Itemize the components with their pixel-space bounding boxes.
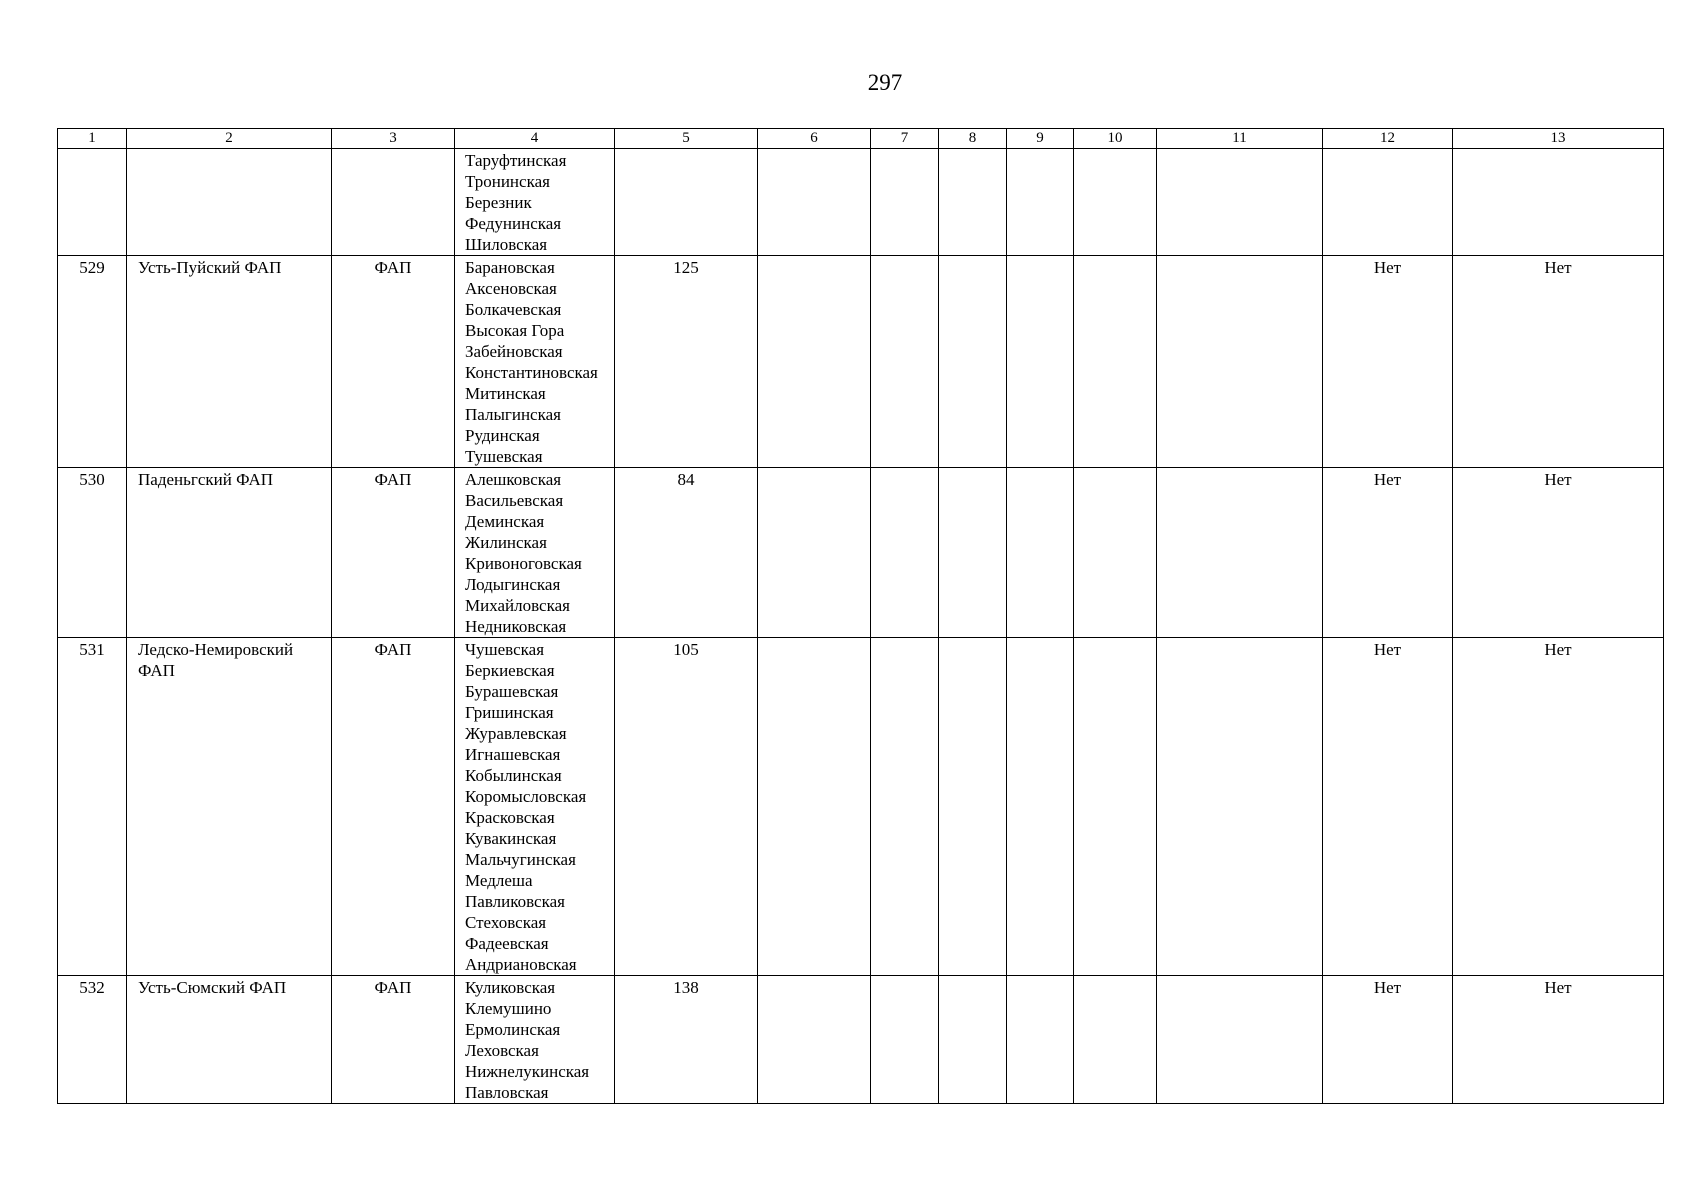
column-header: 2 xyxy=(127,129,332,149)
row-number-cell: 530 xyxy=(58,468,127,638)
facilities-table xyxy=(57,128,1664,1104)
villages-cell xyxy=(455,468,615,638)
col-9-cell xyxy=(1007,468,1074,638)
facility-name-cell: Усть-Пуйский ФАП xyxy=(127,256,332,468)
column-header: 10 xyxy=(1074,129,1157,149)
village-name: Болкачевская xyxy=(465,300,562,319)
facility-type-cell xyxy=(332,149,455,256)
villages-cell xyxy=(455,976,615,1104)
population-cell xyxy=(615,149,758,256)
village-name: Фадеевская xyxy=(465,934,549,953)
column-header: 4 xyxy=(455,129,615,149)
facility-name-cell: Усть-Сюмский ФАП xyxy=(127,976,332,1104)
column-header: 12 xyxy=(1323,129,1453,149)
villages-cell xyxy=(455,256,615,468)
facility-type-cell: ФАП xyxy=(332,976,455,1104)
village-name: Тушевская xyxy=(465,447,543,466)
column-header: 7 xyxy=(871,129,939,149)
col-9-cell xyxy=(1007,638,1074,976)
village-name: Игнашевская xyxy=(465,745,561,764)
col-10-cell xyxy=(1074,149,1157,256)
table-row xyxy=(58,256,1664,468)
facility-name-cell xyxy=(127,149,332,256)
facility-type-cell: ФАП xyxy=(332,256,455,468)
col-8-cell xyxy=(939,638,1007,976)
col-10-cell xyxy=(1074,976,1157,1104)
table-row xyxy=(58,468,1664,638)
village-name: Журавлевская xyxy=(465,724,567,743)
village-name: Андриановская xyxy=(465,955,577,974)
village-name: Бурашевская xyxy=(465,682,559,701)
col-8-cell xyxy=(939,149,1007,256)
village-name: Коромысловская xyxy=(465,787,587,806)
village-name: Высокая Гора xyxy=(465,321,565,340)
village-name: Беркиевская xyxy=(465,661,555,680)
col-12-cell: Нет xyxy=(1323,976,1453,1104)
village-name: Нижнелукинская xyxy=(465,1062,590,1081)
column-header: 11 xyxy=(1157,129,1323,149)
village-name: Клемушино xyxy=(465,999,552,1018)
village-name: Деминская xyxy=(465,512,545,531)
population-cell: 138 xyxy=(615,976,758,1104)
col-13-cell: Нет xyxy=(1453,468,1664,638)
col-7-cell xyxy=(871,256,939,468)
col-11-cell xyxy=(1157,256,1323,468)
col-8-cell xyxy=(939,468,1007,638)
row-number-cell: 531 xyxy=(58,638,127,976)
col-6-cell xyxy=(758,976,871,1104)
col-6-cell xyxy=(758,468,871,638)
population-cell: 125 xyxy=(615,256,758,468)
villages-cell xyxy=(455,149,615,256)
village-name: Кобылинская xyxy=(465,766,562,785)
village-name: Михайловская xyxy=(465,596,570,615)
village-name: Чушевская xyxy=(465,640,545,659)
village-name: Павловская xyxy=(465,1083,549,1102)
col-10-cell xyxy=(1074,468,1157,638)
village-name: Константиновская xyxy=(465,363,598,382)
village-name: Гришинская xyxy=(465,703,554,722)
village-name: Жилинская xyxy=(465,533,547,552)
facility-type-cell: ФАП xyxy=(332,638,455,976)
col-13-cell: Нет xyxy=(1453,256,1664,468)
col-7-cell xyxy=(871,149,939,256)
table-row xyxy=(58,149,1664,256)
col-7-cell xyxy=(871,976,939,1104)
table-row xyxy=(58,976,1664,1104)
col-11-cell xyxy=(1157,149,1323,256)
col-6-cell xyxy=(758,638,871,976)
village-name: Васильевская xyxy=(465,491,564,510)
column-header: 9 xyxy=(1007,129,1074,149)
village-name: Недниковская xyxy=(465,617,567,636)
village-name: Мальчугинская xyxy=(465,850,576,869)
village-name: Забейновская xyxy=(465,342,563,361)
row-number-cell xyxy=(58,149,127,256)
col-10-cell xyxy=(1074,638,1157,976)
village-name: Стеховская xyxy=(465,913,547,932)
column-header: 8 xyxy=(939,129,1007,149)
population-cell: 84 xyxy=(615,468,758,638)
village-name: Федунинская xyxy=(465,214,562,233)
village-name: Тронинская xyxy=(465,172,550,191)
facility-name-cell: Ледско-Немировский ФАП xyxy=(127,638,332,976)
col-10-cell xyxy=(1074,256,1157,468)
table-row xyxy=(58,638,1664,976)
village-name: Лодыгинская xyxy=(465,575,561,594)
col-6-cell xyxy=(758,149,871,256)
col-8-cell xyxy=(939,256,1007,468)
column-header: 13 xyxy=(1453,129,1664,149)
col-12-cell: Нет xyxy=(1323,638,1453,976)
col-9-cell xyxy=(1007,976,1074,1104)
village-name: Павликовская xyxy=(465,892,565,911)
village-name: Медлеша xyxy=(465,871,533,890)
col-7-cell xyxy=(871,638,939,976)
village-name: Палыгинская xyxy=(465,405,561,424)
row-number-cell: 532 xyxy=(58,976,127,1104)
col-11-cell xyxy=(1157,638,1323,976)
village-name: Таруфтинская xyxy=(465,151,567,170)
village-name: Митинская xyxy=(465,384,546,403)
col-12-cell: Нет xyxy=(1323,468,1453,638)
col-11-cell xyxy=(1157,976,1323,1104)
col-7-cell xyxy=(871,468,939,638)
col-13-cell: Нет xyxy=(1453,638,1664,976)
col-11-cell xyxy=(1157,468,1323,638)
village-name: Рудинская xyxy=(465,426,540,445)
page-number: 297 xyxy=(867,70,903,95)
village-name: Березник xyxy=(465,193,532,212)
col-9-cell xyxy=(1007,149,1074,256)
column-number-row xyxy=(58,129,1664,149)
village-name: Алешковская xyxy=(465,470,562,489)
facility-name-cell: Паденьгский ФАП xyxy=(127,468,332,638)
village-name: Леховская xyxy=(465,1041,539,1060)
column-header: 5 xyxy=(615,129,758,149)
village-name: Кривоноговская xyxy=(465,554,582,573)
village-name: Шиловская xyxy=(465,235,548,254)
column-header: 3 xyxy=(332,129,455,149)
facility-type-cell: ФАП xyxy=(332,468,455,638)
row-number-cell: 529 xyxy=(58,256,127,468)
population-cell: 105 xyxy=(615,638,758,976)
village-name: Куликовская xyxy=(465,978,556,997)
col-9-cell xyxy=(1007,256,1074,468)
village-name: Ермолинская xyxy=(465,1020,561,1039)
villages-cell xyxy=(455,638,615,976)
village-name: Барановская xyxy=(465,258,555,277)
column-header: 1 xyxy=(58,129,127,149)
col-13-cell xyxy=(1453,149,1664,256)
col-13-cell: Нет xyxy=(1453,976,1664,1104)
col-12-cell: Нет xyxy=(1323,256,1453,468)
village-name: Кувакинская xyxy=(465,829,557,848)
village-name: Аксеновская xyxy=(465,279,557,298)
column-header: 6 xyxy=(758,129,871,149)
col-8-cell xyxy=(939,976,1007,1104)
village-name: Красковская xyxy=(465,808,555,827)
col-6-cell xyxy=(758,256,871,468)
col-12-cell xyxy=(1323,149,1453,256)
